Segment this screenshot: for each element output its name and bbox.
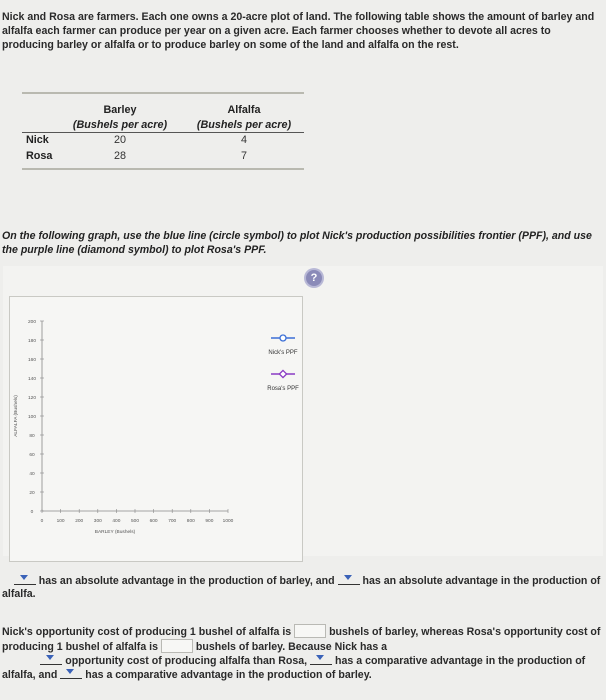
x-tick-label: 500	[130, 519, 140, 524]
x-tick-label: 700	[168, 519, 177, 524]
q2-text-5: has a comparative advantage in the production of alfalfa, and	[2, 655, 586, 681]
y-tick-label: 200	[27, 320, 37, 325]
higher-lower-dropdown[interactable]	[40, 654, 62, 665]
legend-label: Rosa's PPF	[267, 386, 299, 392]
row-name-rosa: Rosa	[26, 150, 53, 162]
y-tick-label: 180	[27, 339, 37, 344]
q2-text-4: opportunity cost of producing alfalfa than Rosa,	[65, 655, 308, 667]
y-tick-label: 60	[29, 453, 35, 458]
q2-text-1: Nick's opportunity cost of producing 1 bushel of alfalfa is	[2, 626, 292, 638]
x-tick-label: 0	[40, 519, 44, 524]
y-tick-label: 20	[29, 491, 35, 496]
q1-text-2: has an absolute advantage in the production of alfalfa.	[2, 575, 601, 600]
ppf-graph-area[interactable]	[9, 296, 303, 562]
barley-unit: (Bushels per acre)	[72, 119, 168, 131]
legend-label: Nick's PPF	[268, 350, 298, 356]
x-tick-label: 800	[186, 519, 195, 524]
chart-axes	[13, 319, 234, 535]
help-icon[interactable]: ?	[306, 270, 322, 286]
absolute-advantage-alfalfa-dropdown[interactable]	[338, 574, 360, 585]
circle-symbol-icon	[280, 335, 286, 341]
x-axis-label: BARLEY (Bushels)	[94, 530, 136, 535]
ppf-chart[interactable]	[10, 297, 302, 561]
rosa-opportunity-cost-input[interactable]	[161, 639, 193, 653]
x-tick-label: 1000	[222, 519, 234, 524]
chart-legend[interactable]	[267, 335, 299, 392]
table-header-rule	[22, 132, 304, 133]
rosa-barley: 28	[113, 150, 127, 162]
rosa-ppf-legend-tool[interactable]	[267, 370, 299, 392]
nick-ppf-legend-tool[interactable]	[268, 335, 297, 356]
q1-text-1: has an absolute advantage in the production of barley, and	[38, 575, 335, 587]
q2-text-3: bushels of barley. Because Nick has a	[195, 641, 388, 653]
table-top-rule	[22, 92, 304, 94]
row-name-nick: Nick	[26, 134, 49, 146]
graph-panel	[3, 266, 603, 556]
x-tick-label: 200	[75, 519, 84, 524]
comparative-advantage-alfalfa-dropdown[interactable]	[310, 654, 332, 665]
y-tick-label: 0	[30, 510, 34, 515]
nick-alfalfa: 4	[240, 134, 248, 146]
rosa-alfalfa: 7	[240, 150, 248, 162]
q2-text-2: bushels of barley, whereas Rosa's opportunity cost of producing 1 bushel of alfalfa is	[2, 626, 601, 653]
y-tick-label: 120	[27, 396, 37, 401]
question-absolute-advantage	[2, 574, 602, 601]
barley-header: Barley	[103, 104, 137, 116]
x-tick-label: 100	[56, 519, 65, 524]
y-tick-label: 100	[27, 415, 37, 420]
diamond-symbol-icon	[279, 370, 286, 377]
alfalfa-unit: (Bushels per acre)	[196, 119, 292, 131]
x-tick-label: 400	[112, 519, 121, 524]
x-tick-label: 600	[149, 519, 158, 524]
y-tick-label: 140	[27, 377, 37, 382]
y-axis-label: ALFALFA (Bushels)	[14, 395, 19, 437]
alfalfa-header: Alfalfa	[227, 104, 261, 116]
question-comparative-advantage	[2, 624, 602, 682]
table-bottom-rule	[22, 168, 304, 170]
y-tick-label: 80	[29, 434, 35, 439]
y-tick-label: 160	[27, 358, 37, 363]
nick-barley: 20	[113, 134, 127, 146]
x-tick-label: 300	[93, 519, 102, 524]
comparative-advantage-barley-dropdown[interactable]	[60, 668, 82, 679]
intro-text: Nick and Rosa are farmers. Each one owns a 20-acre plot of land. The following table shows the amount of barley and alfalfa each farmer can produce per year on a given acre. Each farmer chooses whether to devote all acres to producing barley or alfalfa or to produce barley on some of the land and alfalfa on the rest.	[2, 11, 595, 51]
graph-instructions: On the following graph, use the blue line (circle symbol) to plot Nick's production possibilities frontier (PPF), and use the purple line (diamond symbol) to plot Rosa's PPF.	[2, 230, 592, 256]
absolute-advantage-barley-dropdown[interactable]	[14, 574, 36, 585]
q2-text-6: has a comparative advantage in the production of barley.	[85, 669, 372, 681]
nick-opportunity-cost-input[interactable]	[294, 624, 326, 638]
y-tick-label: 40	[29, 472, 35, 477]
x-tick-label: 900	[205, 519, 214, 524]
